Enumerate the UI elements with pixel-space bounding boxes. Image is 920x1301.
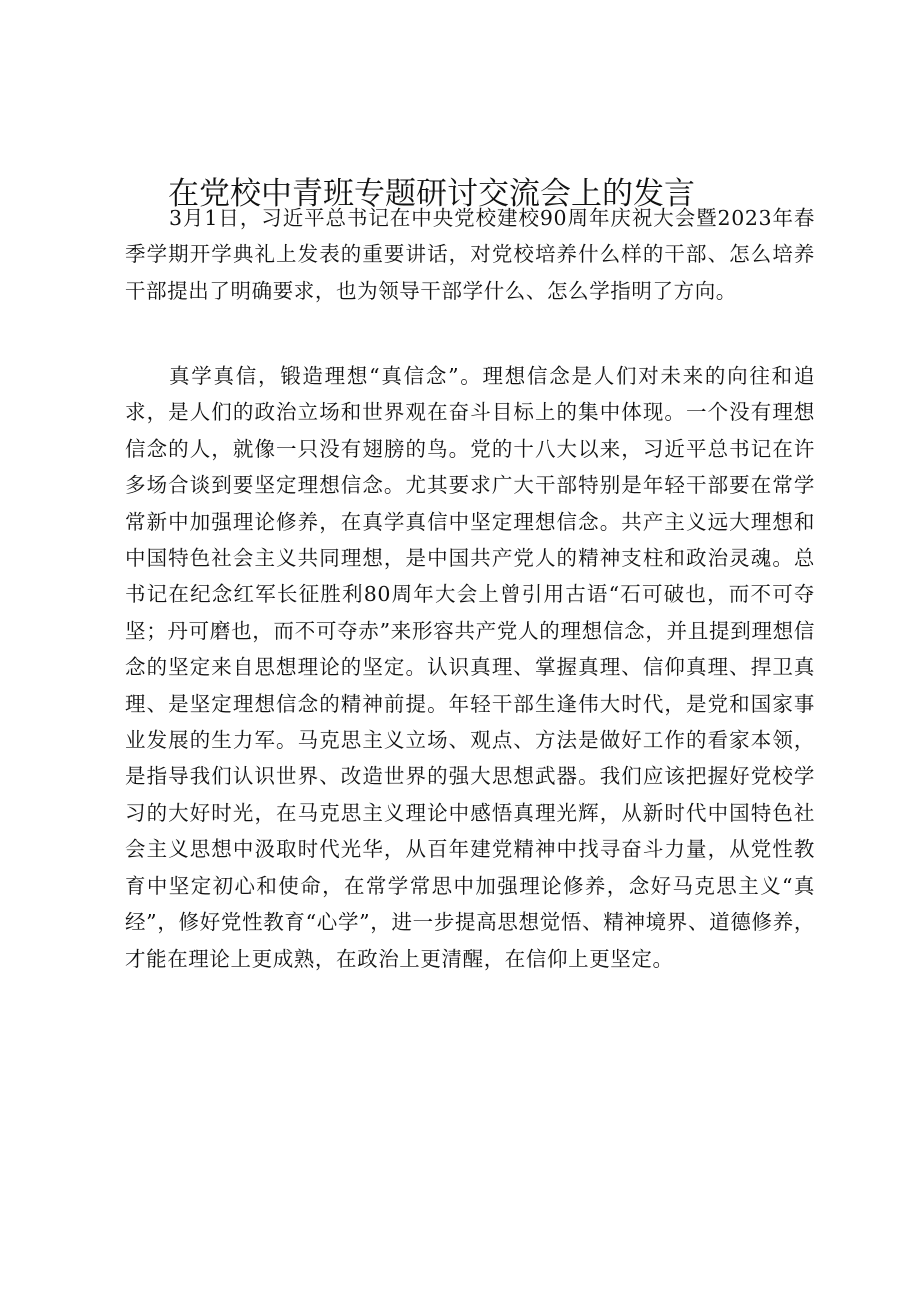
- document-title: 在党校中青班专题研讨交流会上的发言: [168, 176, 695, 212]
- paragraph-2: 真学真信，锻造理想“真信念”。理想信念是人们对未来的向往和追求，是人们的政治立场和世界观在奋斗目标上的集中体现。一个没有理想信念的人，就像一只没有翅膀的鸟。党的十八大以来，习近平总书记在许多场合谈到要坚定理想信念。尤其要求广大干部特别是年轻干部要在常学常新中加强理论修养，在真学真信中坚定理想信念。共产主义远大理想和中国特色社会主义共同理想，是中国共产党人的精神支柱和政治灵魂。总书记在纪念红军长征胜利80周年大会上曾引用古语“石可破也，而不可夺坚；丹可磨也，而不可夺赤”来形容共产党人的理想信念，并且提到理想信念的坚定来自思想理论的坚定。认识真理、掌握真理、信仰真理、捍卫真理、是坚定理想信念的精神前提。年轻干部生逢伟大时代，是党和国家事业发展的生力军。马克思主义立场、观点、方法是做好工作的看家本领，是指导我们认识世界、改造世界的强大思想武器。我们应该把握好党校学习的大好时光，在马克思主义理论中感悟真理光辉，从新时代中国特色社会主义思想中汲取时代光华，从百年建党精神中找寻奋斗力量，从党性教育中坚定初心和使命，在常学常思中加强理论修养，念好马克思主义“真经”，修好党性教育“心学”，进一步提高思想觉悟、精神境界、道德修养，才能在理论上更成熟，在政治上更清醒，在信仰上更坚定。: [125, 364, 815, 971]
- paragraph-1: 3月1日，习近平总书记在中央党校建校90周年庆祝大会暨2023年春季学期开学典礼上发表的重要讲话，对党校培养什么样的干部、怎么培养干部提出了明确要求，也为领导干部学什么、怎么学指明了方向。: [125, 206, 815, 303]
